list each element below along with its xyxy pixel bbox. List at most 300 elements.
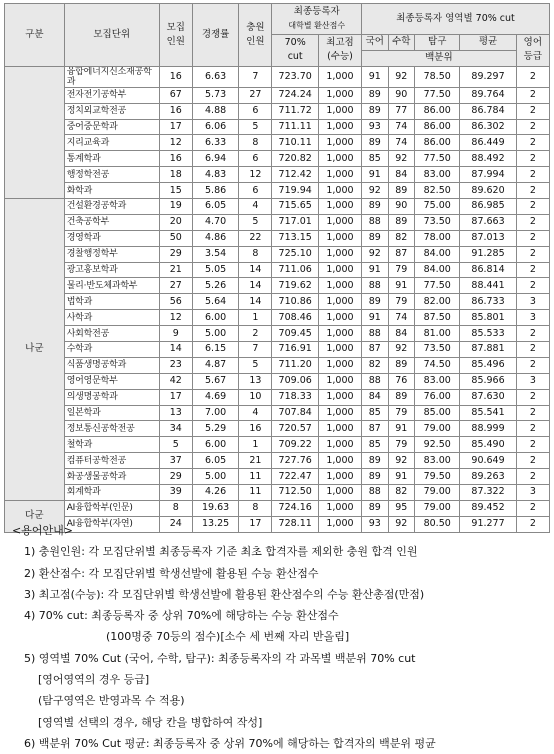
table-row (5, 278, 550, 294)
cut70-cell: 708.46 (272, 310, 318, 326)
competition-cell: 3.54 (192, 246, 238, 262)
glossary-notes (10, 520, 550, 754)
extra-cell: 12 (239, 167, 272, 183)
avg-cell: 85.801 (460, 310, 516, 326)
table-row (5, 230, 550, 246)
inquiry-cell: 82.50 (415, 183, 460, 199)
extra-cell: 8 (239, 246, 272, 262)
cut70-cell: 711.20 (272, 357, 318, 373)
recruit-cell: 12 (159, 135, 192, 151)
group-label: 다군 (5, 500, 65, 532)
competition-cell: 4.87 (192, 357, 238, 373)
extra-cell: 6 (239, 151, 272, 167)
inquiry-cell: 87.50 (415, 310, 460, 326)
english-cell: 2 (516, 167, 549, 183)
korean-cell: 91 (362, 167, 389, 183)
recruit-cell: 8 (159, 500, 192, 516)
korean-cell: 91 (362, 66, 389, 87)
korean-cell: 91 (362, 262, 389, 278)
competition-cell: 5.67 (192, 373, 238, 389)
table-row (5, 199, 550, 215)
unit-cell: 물리·반도체과학부 (64, 278, 159, 294)
max-score-cell: 1,000 (318, 357, 361, 373)
inquiry-cell: 74.50 (415, 357, 460, 373)
english-cell: 2 (516, 326, 549, 342)
extra-cell: 2 (239, 326, 272, 342)
inquiry-cell: 80.50 (415, 516, 460, 532)
recruit-cell: 16 (159, 66, 192, 87)
competition-cell: 5.86 (192, 183, 238, 199)
unit-cell: 화공생물공학과 (64, 469, 159, 485)
cut70-cell: 717.01 (272, 214, 318, 230)
max-score-cell: 1,000 (318, 389, 361, 405)
header-recruit: 모집 인원 (159, 4, 192, 67)
unit-cell: 건설환경공학과 (64, 199, 159, 215)
unit-cell: 철학과 (64, 437, 159, 453)
unit-cell: 사회학전공 (64, 326, 159, 342)
max-score-cell: 1,000 (318, 262, 361, 278)
math-cell: 95 (388, 500, 415, 516)
extra-cell: 14 (239, 294, 272, 310)
math-cell: 89 (388, 183, 415, 199)
cut70-cell: 720.57 (272, 421, 318, 437)
avg-cell: 85.533 (460, 326, 516, 342)
recruit-cell: 50 (159, 230, 192, 246)
max-score-cell: 1,000 (318, 151, 361, 167)
cut70-cell: 727.76 (272, 453, 318, 469)
math-cell: 74 (388, 310, 415, 326)
math-cell: 89 (388, 357, 415, 373)
max-score-cell: 1,000 (318, 183, 361, 199)
korean-cell: 89 (362, 103, 389, 119)
cut70-cell: 719.94 (272, 183, 318, 199)
competition-cell: 7.00 (192, 405, 238, 421)
inquiry-cell: 84.00 (415, 262, 460, 278)
recruit-cell: 21 (159, 262, 192, 278)
extra-cell: 14 (239, 278, 272, 294)
unit-cell: 중어중문학과 (64, 119, 159, 135)
cut70-cell: 715.65 (272, 199, 318, 215)
table-row (5, 357, 550, 373)
math-cell: 79 (388, 405, 415, 421)
recruit-cell: 29 (159, 246, 192, 262)
unit-cell: 법학과 (64, 294, 159, 310)
extra-cell: 17 (239, 516, 272, 532)
max-score-cell: 1,000 (318, 342, 361, 358)
korean-cell: 93 (362, 516, 389, 532)
korean-cell: 89 (362, 500, 389, 516)
math-cell: 84 (388, 167, 415, 183)
english-cell: 2 (516, 103, 549, 119)
max-score-cell: 1,000 (318, 103, 361, 119)
avg-cell: 85.496 (460, 357, 516, 373)
unit-cell: 정치외교학전공 (64, 103, 159, 119)
competition-cell: 4.86 (192, 230, 238, 246)
recruit-cell: 17 (159, 119, 192, 135)
math-cell: 76 (388, 373, 415, 389)
math-cell: 90 (388, 87, 415, 103)
competition-cell: 6.06 (192, 119, 238, 135)
avg-cell: 89.620 (460, 183, 516, 199)
math-cell: 82 (388, 230, 415, 246)
recruit-cell: 13 (159, 405, 192, 421)
english-cell: 2 (516, 437, 549, 453)
inquiry-cell: 84.00 (415, 246, 460, 262)
unit-cell: 수학과 (64, 342, 159, 358)
inquiry-cell: 78.00 (415, 230, 460, 246)
competition-cell: 19.63 (192, 500, 238, 516)
table-row (5, 214, 550, 230)
table-row (5, 87, 550, 103)
english-cell: 2 (516, 278, 549, 294)
header-percentile: 백분위 (362, 50, 517, 66)
header-final-group: 최종등록자 대학별 환산점수 (272, 4, 362, 35)
recruit-cell: 20 (159, 214, 192, 230)
inquiry-cell: 79.50 (415, 469, 460, 485)
extra-cell: 6 (239, 183, 272, 199)
inquiry-cell: 83.00 (415, 453, 460, 469)
table-row (5, 405, 550, 421)
korean-cell: 89 (362, 469, 389, 485)
unit-cell: 영어영문학부 (64, 373, 159, 389)
math-cell: 92 (388, 151, 415, 167)
unit-cell: 정보통신공학전공 (64, 421, 159, 437)
cut70-cell: 709.45 (272, 326, 318, 342)
admission-results (4, 3, 550, 750)
note-4-detail: (100명중 70등의 점수)[소수 세 번째 자리 반올림] (106, 630, 350, 644)
extra-cell: 5 (239, 119, 272, 135)
table-row (5, 167, 550, 183)
english-cell: 2 (516, 357, 549, 373)
cut70-cell: 720.82 (272, 151, 318, 167)
header-area-group: 최종등록자 영역별 70% cut (362, 4, 550, 35)
max-score-cell: 1,000 (318, 405, 361, 421)
inquiry-cell: 79.00 (415, 500, 460, 516)
korean-cell: 88 (362, 214, 389, 230)
table-row (5, 183, 550, 199)
recruit-cell: 27 (159, 278, 192, 294)
note-4: 4) 70% cut: 최종등록자 중 상위 70%에 해당하는 수능 환산점수 (24, 609, 339, 623)
extra-cell: 1 (239, 310, 272, 326)
avg-cell: 88.999 (460, 421, 516, 437)
cut70-cell: 716.91 (272, 342, 318, 358)
recruit-cell: 39 (159, 485, 192, 501)
cut70-cell: 725.10 (272, 246, 318, 262)
english-cell: 2 (516, 262, 549, 278)
english-cell: 2 (516, 66, 549, 87)
avg-cell: 89.452 (460, 500, 516, 516)
recruit-cell: 14 (159, 342, 192, 358)
note-2: 2) 환산점수: 각 모집단위별 학생선발에 활용된 수능 환산점수 (24, 566, 319, 580)
inquiry-cell: 86.00 (415, 119, 460, 135)
inquiry-cell: 77.50 (415, 278, 460, 294)
unit-cell: 경찰행정학부 (64, 246, 159, 262)
avg-cell: 87.663 (460, 214, 516, 230)
header-competition: 경쟁률 (192, 4, 238, 67)
unit-cell: 경영학과 (64, 230, 159, 246)
competition-cell: 5.26 (192, 278, 238, 294)
extra-cell: 21 (239, 453, 272, 469)
header-cut70: 70% cut (272, 35, 318, 67)
table-row (5, 310, 550, 326)
avg-cell: 86.985 (460, 199, 516, 215)
note-5-inquiry: (탐구영역은 반영과목 수 적용) (38, 694, 185, 708)
inquiry-cell: 77.50 (415, 151, 460, 167)
english-cell: 2 (516, 119, 549, 135)
table-row (5, 246, 550, 262)
cut70-cell: 712.50 (272, 485, 318, 501)
cut70-cell: 711.06 (272, 262, 318, 278)
table-row (5, 389, 550, 405)
max-score-cell: 1,000 (318, 135, 361, 151)
english-cell: 2 (516, 246, 549, 262)
extra-cell: 5 (239, 214, 272, 230)
english-cell: 3 (516, 373, 549, 389)
header-inquiry: 탐구 (415, 35, 460, 51)
math-cell: 89 (388, 214, 415, 230)
english-cell: 2 (516, 199, 549, 215)
extra-cell: 22 (239, 230, 272, 246)
competition-cell: 13.25 (192, 516, 238, 532)
recruit-cell: 29 (159, 469, 192, 485)
table-row (5, 373, 550, 389)
table-body (5, 66, 550, 532)
english-cell: 3 (516, 294, 549, 310)
cut70-cell: 723.70 (272, 66, 318, 87)
cut70-cell: 719.62 (272, 278, 318, 294)
results-table (4, 3, 550, 533)
table-row (5, 119, 550, 135)
avg-cell: 87.994 (460, 167, 516, 183)
competition-cell: 4.70 (192, 214, 238, 230)
extra-cell: 6 (239, 103, 272, 119)
math-cell: 74 (388, 119, 415, 135)
english-cell: 2 (516, 405, 549, 421)
inquiry-cell: 83.00 (415, 373, 460, 389)
group-label (5, 66, 65, 198)
competition-cell: 6.63 (192, 66, 238, 87)
korean-cell: 89 (362, 87, 389, 103)
english-cell: 2 (516, 87, 549, 103)
recruit-cell: 19 (159, 199, 192, 215)
english-cell: 2 (516, 469, 549, 485)
english-cell: 2 (516, 151, 549, 167)
header-extra: 충원 인원 (239, 4, 272, 67)
korean-cell: 89 (362, 453, 389, 469)
avg-cell: 87.013 (460, 230, 516, 246)
cut70-cell: 707.84 (272, 405, 318, 421)
cut70-cell: 710.86 (272, 294, 318, 310)
korean-cell: 87 (362, 421, 389, 437)
recruit-cell: 34 (159, 421, 192, 437)
extra-cell: 5 (239, 357, 272, 373)
table-row (5, 66, 550, 87)
competition-cell: 4.26 (192, 485, 238, 501)
cut70-cell: 718.33 (272, 389, 318, 405)
korean-cell: 93 (362, 119, 389, 135)
table-row (5, 262, 550, 278)
korean-cell: 89 (362, 230, 389, 246)
table-row (5, 103, 550, 119)
avg-cell: 91.277 (460, 516, 516, 532)
inquiry-cell: 79.00 (415, 485, 460, 501)
avg-cell: 87.881 (460, 342, 516, 358)
unit-cell: 광고홍보학과 (64, 262, 159, 278)
max-score-cell: 1,000 (318, 167, 361, 183)
recruit-cell: 12 (159, 310, 192, 326)
avg-cell: 87.630 (460, 389, 516, 405)
math-cell: 91 (388, 421, 415, 437)
table-row (5, 453, 550, 469)
max-score-cell: 1,000 (318, 214, 361, 230)
avg-cell: 89.263 (460, 469, 516, 485)
cut70-cell: 712.42 (272, 167, 318, 183)
unit-cell: AI융합학부(자연) (64, 516, 159, 532)
unit-cell: 일본학과 (64, 405, 159, 421)
korean-cell: 82 (362, 357, 389, 373)
unit-cell: 전자전기공학부 (64, 87, 159, 103)
inquiry-cell: 75.00 (415, 199, 460, 215)
korean-cell: 88 (362, 278, 389, 294)
unit-cell: 융합에너지신소재공학과 (64, 66, 159, 87)
korean-cell: 88 (362, 485, 389, 501)
header-korean: 국어 (362, 35, 389, 51)
inquiry-cell: 76.00 (415, 389, 460, 405)
korean-cell: 89 (362, 199, 389, 215)
table-row (5, 437, 550, 453)
recruit-cell: 17 (159, 389, 192, 405)
english-cell: 2 (516, 453, 549, 469)
unit-cell: AI융합학부(인문) (64, 500, 159, 516)
table-row (5, 326, 550, 342)
table-row (5, 421, 550, 437)
english-cell: 3 (516, 485, 549, 501)
korean-cell: 84 (362, 389, 389, 405)
unit-cell: 건축공학부 (64, 214, 159, 230)
korean-cell: 88 (362, 373, 389, 389)
max-score-cell: 1,000 (318, 87, 361, 103)
avg-cell: 85.966 (460, 373, 516, 389)
recruit-cell: 23 (159, 357, 192, 373)
recruit-cell: 9 (159, 326, 192, 342)
math-cell: 74 (388, 135, 415, 151)
cut70-cell: 724.24 (272, 87, 318, 103)
inquiry-cell: 73.50 (415, 214, 460, 230)
max-score-cell: 1,000 (318, 199, 361, 215)
math-cell: 84 (388, 326, 415, 342)
note-1: 1) 충원인원: 각 모집단위별 최종등록자 기준 최초 합격자를 제외한 충원 합격 인원 (24, 545, 418, 559)
english-cell: 2 (516, 516, 549, 532)
header-max: 최고점 (수능) (318, 35, 361, 67)
korean-cell: 87 (362, 342, 389, 358)
unit-cell: 컴퓨터공학전공 (64, 453, 159, 469)
math-cell: 79 (388, 262, 415, 278)
math-cell: 79 (388, 437, 415, 453)
extra-cell: 11 (239, 485, 272, 501)
recruit-cell: 18 (159, 167, 192, 183)
max-score-cell: 1,000 (318, 469, 361, 485)
avg-cell: 86.449 (460, 135, 516, 151)
competition-cell: 6.94 (192, 151, 238, 167)
recruit-cell: 5 (159, 437, 192, 453)
math-cell: 90 (388, 199, 415, 215)
competition-cell: 6.05 (192, 453, 238, 469)
korean-cell: 89 (362, 294, 389, 310)
avg-cell: 89.764 (460, 87, 516, 103)
competition-cell: 5.29 (192, 421, 238, 437)
group-label: 나군 (5, 199, 65, 501)
cut70-cell: 728.11 (272, 516, 318, 532)
table-row (5, 469, 550, 485)
english-cell: 2 (516, 389, 549, 405)
cut70-cell: 722.47 (272, 469, 318, 485)
korean-cell: 91 (362, 310, 389, 326)
recruit-cell: 67 (159, 87, 192, 103)
table-row (5, 342, 550, 358)
competition-cell: 6.00 (192, 310, 238, 326)
avg-cell: 85.541 (460, 405, 516, 421)
avg-cell: 85.490 (460, 437, 516, 453)
max-score-cell: 1,000 (318, 453, 361, 469)
max-score-cell: 1,000 (318, 437, 361, 453)
recruit-cell: 15 (159, 183, 192, 199)
max-score-cell: 1,000 (318, 310, 361, 326)
unit-cell: 행정학전공 (64, 167, 159, 183)
english-cell: 2 (516, 421, 549, 437)
note-5-merge: [영역별 선택의 경우, 해당 칸을 병합하여 작성] (38, 715, 263, 729)
unit-cell: 사학과 (64, 310, 159, 326)
cut70-cell: 711.11 (272, 119, 318, 135)
recruit-cell: 56 (159, 294, 192, 310)
competition-cell: 6.33 (192, 135, 238, 151)
korean-cell: 88 (362, 326, 389, 342)
max-score-cell: 1,000 (318, 230, 361, 246)
max-score-cell: 1,000 (318, 421, 361, 437)
english-cell: 2 (516, 230, 549, 246)
unit-cell: 식품생명공학과 (64, 357, 159, 373)
avg-cell: 88.441 (460, 278, 516, 294)
english-cell: 3 (516, 310, 549, 326)
avg-cell: 87.322 (460, 485, 516, 501)
max-score-cell: 1,000 (318, 278, 361, 294)
unit-cell: 지리교육과 (64, 135, 159, 151)
avg-cell: 90.649 (460, 453, 516, 469)
max-score-cell: 1,000 (318, 326, 361, 342)
max-score-cell: 1,000 (318, 246, 361, 262)
extra-cell: 10 (239, 389, 272, 405)
competition-cell: 5.64 (192, 294, 238, 310)
extra-cell: 4 (239, 199, 272, 215)
math-cell: 92 (388, 516, 415, 532)
extra-cell: 16 (239, 421, 272, 437)
english-cell: 2 (516, 214, 549, 230)
math-cell: 92 (388, 66, 415, 87)
notes-title: <용어안내> (12, 524, 73, 537)
unit-cell: 화학과 (64, 183, 159, 199)
english-cell: 2 (516, 342, 549, 358)
header-unit: 모집단위 (64, 4, 159, 67)
inquiry-cell: 73.50 (415, 342, 460, 358)
max-score-cell: 1,000 (318, 485, 361, 501)
extra-cell: 7 (239, 66, 272, 87)
note-5-english: [영어영역의 경우 등급] (38, 673, 150, 687)
extra-cell: 8 (239, 135, 272, 151)
avg-cell: 86.784 (460, 103, 516, 119)
extra-cell: 14 (239, 262, 272, 278)
inquiry-cell: 85.00 (415, 405, 460, 421)
note-5: 5) 영역별 70% Cut (국어, 수학, 탐구): 최종등록자의 각 과목별 백분위 70% cut (24, 651, 416, 665)
extra-cell: 7 (239, 342, 272, 358)
